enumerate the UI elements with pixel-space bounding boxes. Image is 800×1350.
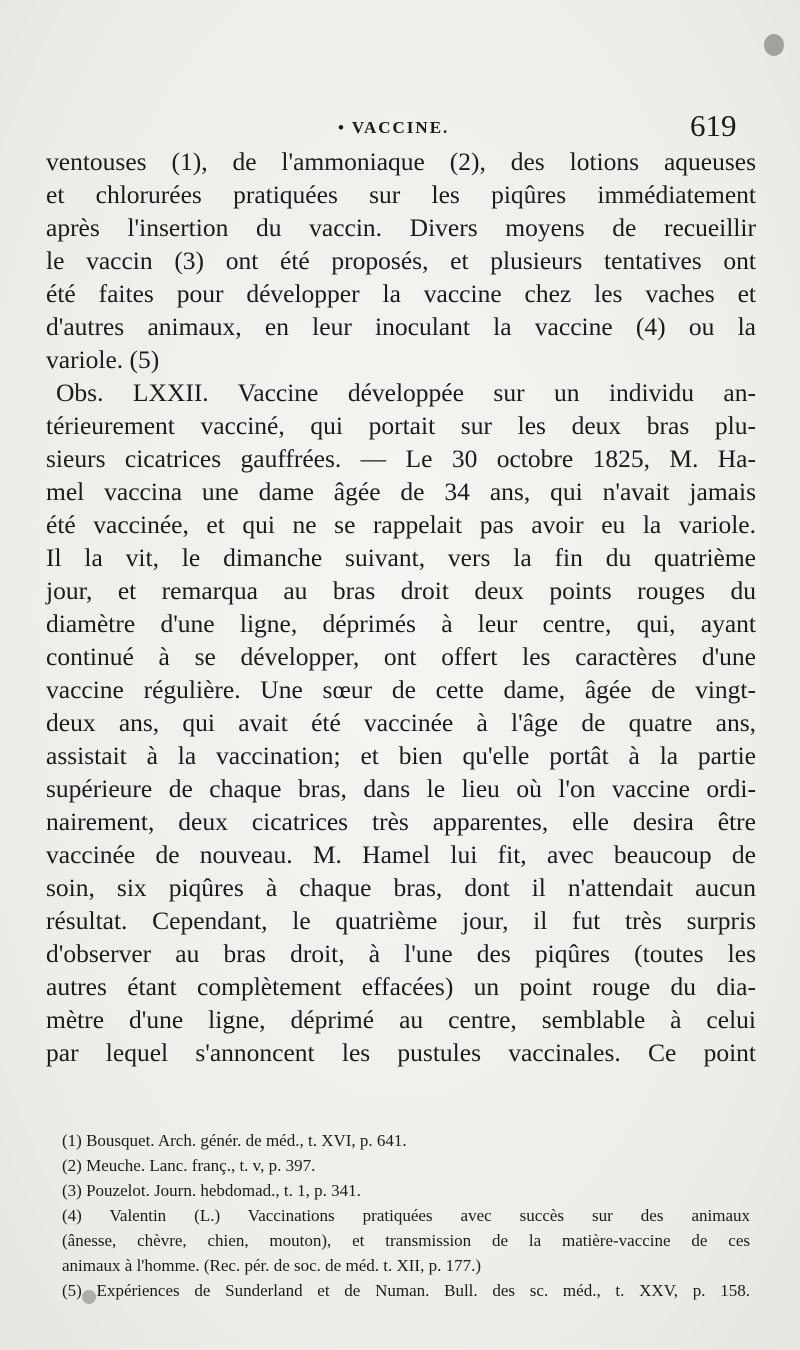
- text-line: après l'insertion du vaccin. Divers moyens de recueillir: [46, 213, 756, 242]
- ink-smudge-top-right: [764, 34, 784, 56]
- observation-heading-line: Obs. LXXII. Vaccine développée sur un individu an-: [56, 378, 756, 407]
- text-line: Il la vit, le dimanche suivant, vers la fin du quatrième: [46, 543, 756, 572]
- running-title: • VACCINE.: [338, 118, 450, 137]
- text-line: nairement, deux cicatrices très apparentes, elle desira être: [46, 807, 756, 836]
- text-line: le vaccin (3) ont été proposés, et plusieurs tentatives ont: [46, 246, 756, 275]
- footnote-1: (1) Bousquet. Arch. génér. de méd., t. XVI, p. 641.: [62, 1131, 407, 1150]
- text-line: variole. (5): [46, 345, 160, 374]
- text-line: d'autres animaux, en leur inoculant la vaccine (4) ou la: [46, 312, 756, 341]
- text-line: jour, et remarqua au bras droit deux points rouges du: [46, 576, 756, 605]
- text-line: mel vaccina une dame âgée de 34 ans, qui n'avait jamais: [46, 477, 756, 506]
- text-line: été faites pour développer la vaccine chez les vaches et: [46, 279, 756, 308]
- text-line: continué à se développer, ont offert les caractères d'une: [46, 642, 756, 671]
- footnote-2: (2) Meuche. Lanc. franç., t. v, p. 397.: [62, 1156, 316, 1175]
- footnote-4-continued: animaux à l'homme. (Rec. pér. de soc. de méd. t. XII, p. 177.): [62, 1256, 481, 1275]
- footnotes: [62, 1128, 750, 1303]
- text-line: sieurs cicatrices gauffrées. — Le 30 octobre 1825, M. Ha-: [46, 444, 756, 473]
- text-line: vaccine régulière. Une sœur de cette dame, âgée de vingt-: [46, 675, 756, 704]
- text-line: térieurement vacciné, qui portait sur les deux bras plu-: [46, 411, 756, 440]
- page-number: 619: [690, 108, 737, 143]
- text-line: et chlorurées pratiquées sur les piqûres immédiatement: [46, 180, 756, 209]
- text-line: résultat. Cependant, le quatrième jour, il fut très surpris: [46, 906, 756, 935]
- text-line: ventouses (1), de l'ammoniaque (2), des lotions aqueuses: [46, 147, 756, 176]
- running-head: [0, 108, 800, 148]
- footnote-3: (3) Pouzelot. Journ. hebdomad., t. 1, p. 341.: [62, 1181, 361, 1200]
- text-line: été vaccinée, et qui ne se rappelait pas avoir eu la variole.: [46, 510, 756, 539]
- footnote-5: (5) Expériences de Sunderland et de Numan. Bull. des sc. méd., t. XXV, p. 158.: [62, 1281, 750, 1300]
- text-line: par lequel s'annoncent les pustules vaccinales. Ce point: [46, 1038, 756, 1067]
- text-line: diamètre d'une ligne, déprimés à leur centre, qui, ayant: [46, 609, 756, 638]
- text-line: d'observer au bras droit, à l'une des piqûres (toutes les: [46, 939, 756, 968]
- body-text: [46, 145, 756, 1069]
- footnote-4: (4) Valentin (L.) Vaccinations pratiquées avec succès sur des animaux: [62, 1206, 750, 1225]
- text-line: assistait à la vaccination; et bien qu'elle portât à la partie: [46, 741, 756, 770]
- text-line: vaccinée de nouveau. M. Hamel lui fit, avec beaucoup de: [46, 840, 756, 869]
- footnote-4-continued: (ânesse, chèvre, chien, mouton), et transmission de la matière-vaccine de ces: [62, 1231, 750, 1250]
- text-line: soin, six piqûres à chaque bras, dont il n'attendait aucun: [46, 873, 756, 902]
- text-line: supérieure de chaque bras, dans le lieu où l'on vaccine ordi-: [46, 774, 756, 803]
- text-line: mètre d'une ligne, déprimé au centre, semblable à celui: [46, 1005, 756, 1034]
- text-line: autres étant complètement effacées) un point rouge du dia-: [46, 972, 756, 1001]
- text-line: deux ans, qui avait été vaccinée à l'âge de quatre ans,: [46, 708, 756, 737]
